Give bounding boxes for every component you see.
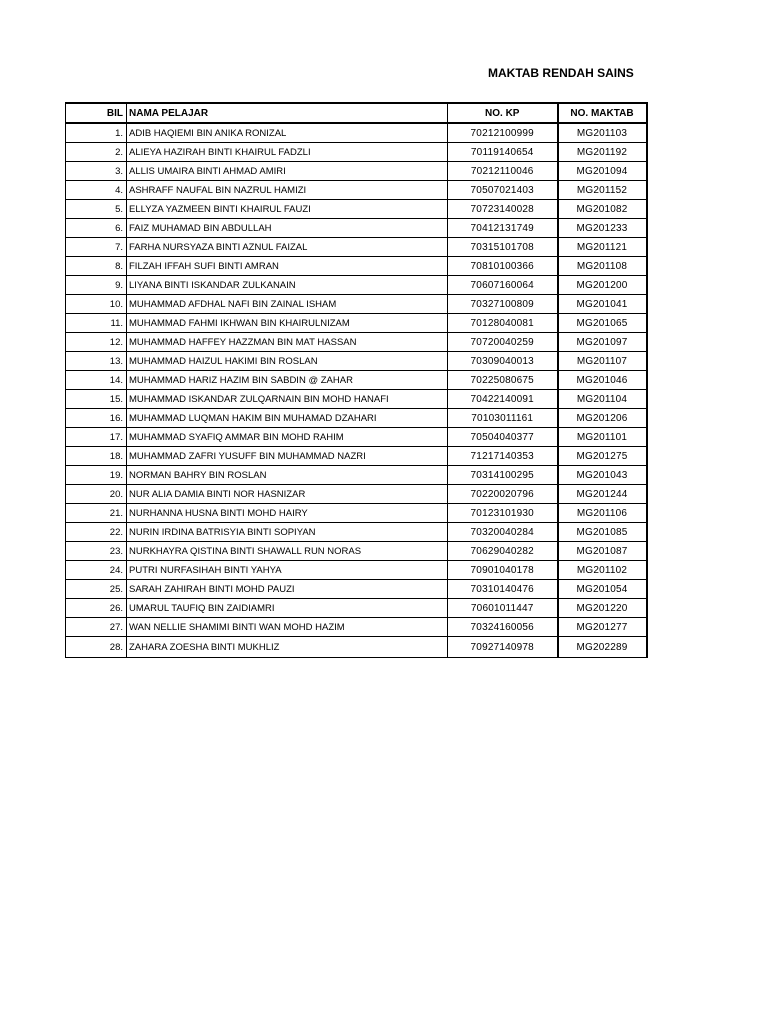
row-number: 2. (66, 143, 127, 162)
row-number: 7. (66, 238, 127, 257)
ic-number: 70212100999 (448, 123, 558, 143)
table-row (66, 143, 647, 162)
student-name: MUHAMMAD ISKANDAR ZULQARNAIN BIN MOHD HANAFI (127, 390, 448, 409)
ic-number: 70309040013 (448, 352, 558, 371)
college-number: MG201094 (558, 162, 647, 181)
student-name: SARAH ZAHIRAH BINTI MOHD PAUZI (127, 580, 448, 599)
table-row (66, 523, 647, 542)
row-number: 23. (66, 542, 127, 561)
row-number: 8. (66, 257, 127, 276)
row-number: 4. (66, 181, 127, 200)
college-number: MG201102 (558, 561, 647, 580)
table-row (66, 238, 647, 257)
college-number: MG201101 (558, 428, 647, 447)
college-number: MG201054 (558, 580, 647, 599)
row-number: 10. (66, 295, 127, 314)
student-table (65, 102, 648, 658)
college-number: MG201082 (558, 200, 647, 219)
table-row (66, 219, 647, 238)
college-number: MG201041 (558, 295, 647, 314)
college-number: MG201121 (558, 238, 647, 257)
student-name: NURHANNA HUSNA BINTI MOHD HAIRY (127, 504, 448, 523)
ic-number: 70810100366 (448, 257, 558, 276)
college-number: MG201108 (558, 257, 647, 276)
row-number: 3. (66, 162, 127, 181)
college-number: MG201085 (558, 523, 647, 542)
student-name: LIYANA BINTI ISKANDAR ZULKANAIN (127, 276, 448, 295)
student-name: FARHA NURSYAZA BINTI AZNUL FAIZAL (127, 238, 448, 257)
college-number: MG201065 (558, 314, 647, 333)
ic-number: 70504040377 (448, 428, 558, 447)
table-row (66, 409, 647, 428)
college-number: MG201275 (558, 447, 647, 466)
college-number: MG201087 (558, 542, 647, 561)
ic-number: 70103011161 (448, 409, 558, 428)
row-number: 20. (66, 485, 127, 504)
college-number: MG201277 (558, 618, 647, 637)
row-number: 21. (66, 504, 127, 523)
table-row (66, 352, 647, 371)
column-header-name: NAMA PELAJAR (127, 103, 448, 123)
row-number: 15. (66, 390, 127, 409)
student-name: ALIEYA HAZIRAH BINTI KHAIRUL FADZLI (127, 143, 448, 162)
student-name: ASHRAFF NAUFAL BIN NAZRUL HAMIZI (127, 181, 448, 200)
row-number: 18. (66, 447, 127, 466)
row-number: 26. (66, 599, 127, 618)
student-name: FAIZ MUHAMAD BIN ABDULLAH (127, 219, 448, 238)
table-row (66, 333, 647, 352)
row-number: 22. (66, 523, 127, 542)
row-number: 16. (66, 409, 127, 428)
ic-number: 70315101708 (448, 238, 558, 257)
row-number: 28. (66, 637, 127, 658)
column-header-bil: BIL (66, 103, 127, 123)
student-name: ELLYZA YAZMEEN BINTI KHAIRUL FAUZI (127, 200, 448, 219)
college-number: MG201244 (558, 485, 647, 504)
ic-number: 70310140476 (448, 580, 558, 599)
row-number: 14. (66, 371, 127, 390)
table-row (66, 428, 647, 447)
college-number: MG201046 (558, 371, 647, 390)
table-row (66, 485, 647, 504)
ic-number: 70422140091 (448, 390, 558, 409)
table-row (66, 390, 647, 409)
table-row (66, 504, 647, 523)
row-number: 19. (66, 466, 127, 485)
college-number: MG201043 (558, 466, 647, 485)
college-number: MG201104 (558, 390, 647, 409)
student-name: ADIB HAQIEMI BIN ANIKA RONIZAL (127, 123, 448, 143)
ic-number: 71217140353 (448, 447, 558, 466)
college-number: MG201103 (558, 123, 647, 143)
ic-number: 70314100295 (448, 466, 558, 485)
table-row (66, 181, 647, 200)
row-number: 9. (66, 276, 127, 295)
student-name: NURKHAYRA QISTINA BINTI SHAWALL RUN NORAS (127, 542, 448, 561)
table-row (66, 561, 647, 580)
row-number: 27. (66, 618, 127, 637)
ic-number: 70601011447 (448, 599, 558, 618)
college-number: MG201220 (558, 599, 647, 618)
ic-number: 70220020796 (448, 485, 558, 504)
table-row (66, 371, 647, 390)
ic-number: 70607160064 (448, 276, 558, 295)
ic-number: 70507021403 (448, 181, 558, 200)
college-number: MG201106 (558, 504, 647, 523)
college-number: MG201233 (558, 219, 647, 238)
ic-number: 70629040282 (448, 542, 558, 561)
column-header-kp: NO. KP (448, 103, 558, 123)
college-number: MG201107 (558, 352, 647, 371)
row-number: 13. (66, 352, 127, 371)
student-name: ALLIS UMAIRA BINTI AHMAD AMIRI (127, 162, 448, 181)
ic-number: 70320040284 (448, 523, 558, 542)
college-number: MG201097 (558, 333, 647, 352)
row-number: 25. (66, 580, 127, 599)
college-number: MG201206 (558, 409, 647, 428)
table-row (66, 580, 647, 599)
row-number: 24. (66, 561, 127, 580)
table-row (66, 276, 647, 295)
table-row (66, 466, 647, 485)
table-row (66, 447, 647, 466)
row-number: 17. (66, 428, 127, 447)
ic-number: 70927140978 (448, 637, 558, 658)
ic-number: 70225080675 (448, 371, 558, 390)
table-row (66, 618, 647, 637)
student-name: NUR ALIA DAMIA BINTI NOR HASNIZAR (127, 485, 448, 504)
student-name: WAN NELLIE SHAMIMI BINTI WAN MOHD HAZIM (127, 618, 448, 637)
ic-number: 70212110046 (448, 162, 558, 181)
student-name: MUHAMMAD LUQMAN HAKIM BIN MUHAMAD DZAHARI (127, 409, 448, 428)
ic-number: 70901040178 (448, 561, 558, 580)
table-row (66, 295, 647, 314)
student-name: NORMAN BAHRY BIN ROSLAN (127, 466, 448, 485)
row-number: 5. (66, 200, 127, 219)
ic-number: 70123101930 (448, 504, 558, 523)
student-name: NURIN IRDINA BATRISYIA BINTI SOPIYAN (127, 523, 448, 542)
table-row (66, 257, 647, 276)
student-name: MUHAMMAD HARIZ HAZIM BIN SABDIN @ ZAHAR (127, 371, 448, 390)
column-header-maktab: NO. MAKTAB (558, 103, 647, 123)
table-body (66, 123, 647, 658)
college-number: MG201200 (558, 276, 647, 295)
student-name: MUHAMMAD ZAFRI YUSUFF BIN MUHAMMAD NAZRI (127, 447, 448, 466)
row-number: 1. (66, 123, 127, 143)
ic-number: 70412131749 (448, 219, 558, 238)
student-name: MUHAMMAD FAHMI IKHWAN BIN KHAIRULNIZAM (127, 314, 448, 333)
table-row (66, 200, 647, 219)
table-row (66, 162, 647, 181)
ic-number: 70324160056 (448, 618, 558, 637)
table-row (66, 542, 647, 561)
college-number: MG201192 (558, 143, 647, 162)
student-name: MUHAMMAD SYAFIQ AMMAR BIN MOHD RAHIM (127, 428, 448, 447)
ic-number: 70119140654 (448, 143, 558, 162)
student-name: UMARUL TAUFIQ BIN ZAIDIAMRI (127, 599, 448, 618)
ic-number: 70128040081 (448, 314, 558, 333)
student-name: ZAHARA ZOESHA BINTI MUKHLIZ (127, 637, 448, 658)
table-row (66, 599, 647, 618)
row-number: 6. (66, 219, 127, 238)
row-number: 12. (66, 333, 127, 352)
student-name: PUTRI NURFASIHAH BINTI YAHYA (127, 561, 448, 580)
college-number: MG201152 (558, 181, 647, 200)
table-header-row (66, 103, 647, 123)
student-name: FILZAH IFFAH SUFI BINTI AMRAN (127, 257, 448, 276)
student-name: MUHAMMAD AFDHAL NAFI BIN ZAINAL ISHAM (127, 295, 448, 314)
ic-number: 70720040259 (448, 333, 558, 352)
row-number: 11. (66, 314, 127, 333)
college-number: MG202289 (558, 637, 647, 658)
student-name: MUHAMMAD HAFFEY HAZZMAN BIN MAT HASSAN (127, 333, 448, 352)
table-row (66, 314, 647, 333)
page-title: MAKTAB RENDAH SAINS (488, 66, 634, 80)
ic-number: 70723140028 (448, 200, 558, 219)
ic-number: 70327100809 (448, 295, 558, 314)
table-row (66, 637, 647, 658)
table-row (66, 123, 647, 143)
student-name: MUHAMMAD HAIZUL HAKIMI BIN ROSLAN (127, 352, 448, 371)
